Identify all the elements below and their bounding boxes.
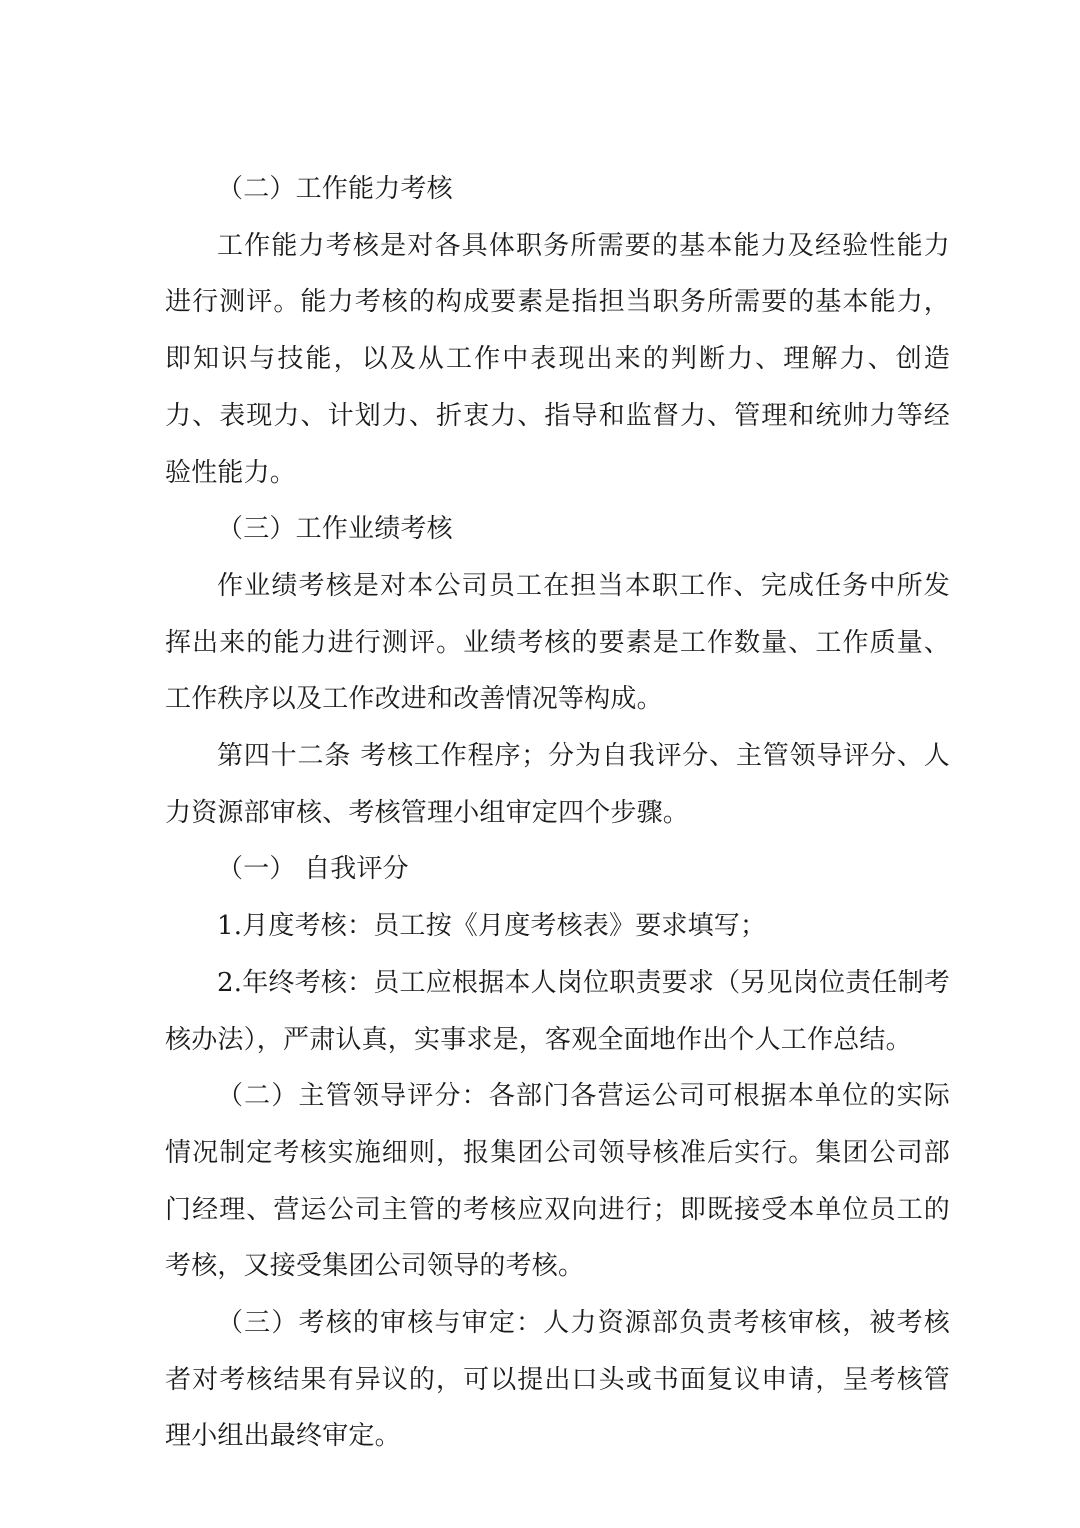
list-item-annual-review: 2.年终考核：员工应根据本人岗位职责要求（另见岗位责任制考核办法），严肃认真，实事求是，客观全面地作出个人工作总结。: [165, 967, 950, 1055]
list-item-monthly-review: 1.月度考核：员工按《月度考核表》要求填写；: [217, 911, 767, 942]
paragraph-performance: 作业绩考核是对本公司员工在担当本职工作、完成任务中所发挥出来的能力进行测评。业绩考核的要素是工作数量、工作质量、工作秩序以及工作改进和改善情况等构成。: [165, 570, 950, 715]
section-heading-performance: （三）工作业绩考核: [217, 514, 453, 545]
paragraph-review-approval: （三）考核的审核与审定：人力资源部负责考核审核，被考核者对考核结果有异议的，可以提出口头或书面复议申请，呈考核管理小组出最终审定。: [165, 1308, 950, 1452]
paragraph-work-ability: 工作能力考核是对各具体职务所需要的基本能力及经验性能力进行测评。能力考核的构成要素是指担当职务所需要的基本能力，即知识与技能，以及从工作中表现出来的判断力、理解力、创造力、表现力、计划力、折衷力、指导和监督力、管理和统帅力等经验性能力。: [165, 230, 950, 488]
section-heading-work-ability: （二）工作能力考核: [217, 174, 453, 204]
article-42-paragraph: 第四十二条 考核工作程序；分为自我评分、主管领导评分、人力资源部审核、考核管理小组审定四个步骤。: [165, 741, 950, 828]
section-heading-self-evaluation: （一） 自我评分: [217, 854, 409, 885]
paragraph-supervisor-evaluation: （二）主管领导评分：各部门各营运公司可根据本单位的实际情况制定考核实施细则，报集团公司领导核准后实行。集团公司部门经理、营运公司主管的考核应双向进行；即既接受本单位员工的考核，又接受集团公司领导的考核。: [165, 1081, 950, 1282]
document-body: [165, 161, 950, 1465]
